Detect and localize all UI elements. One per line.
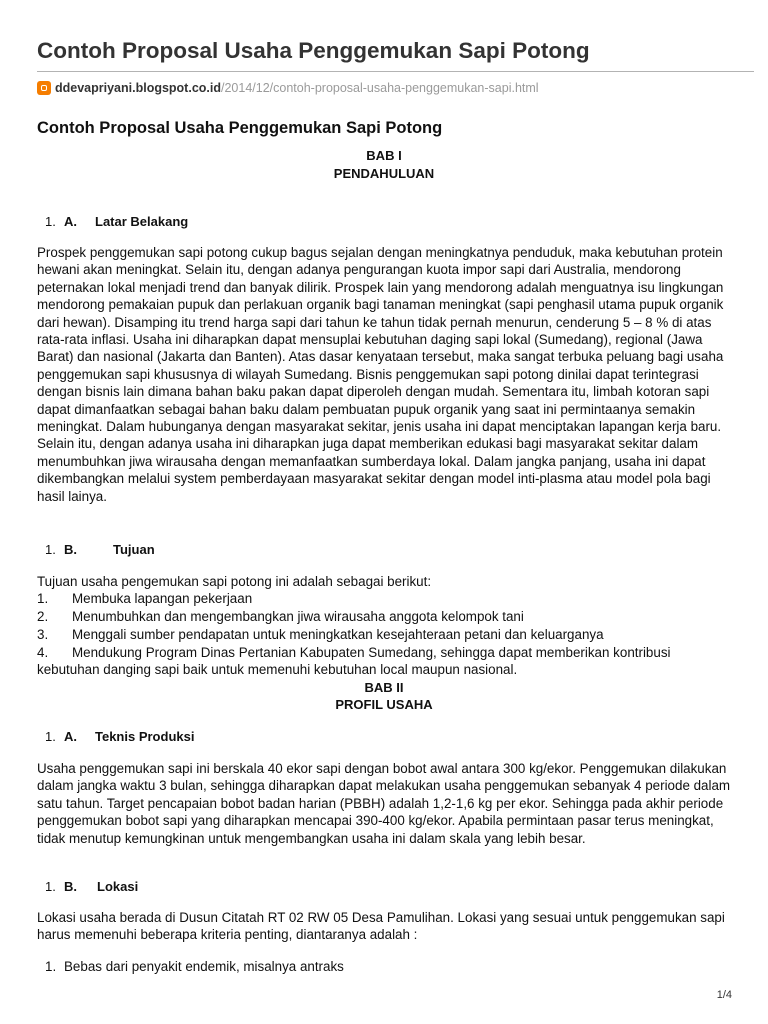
list-item: 4. Mendukung Program Dinas Pertanian Kabupaten Sumedang, sehingga dapat memberikan kontribusi	[37, 645, 671, 660]
section-number: 1.	[45, 542, 56, 557]
section-number: 1.	[45, 879, 56, 894]
teknis-produksi-paragraph: Usaha penggemukan sapi ini berskala 40 ekor sapi dengan bobot awal antara 300 kg/ekor. Penggemukan dilakukan dalam jangka waktu 3 bulan, sehingga diharapkan dapat melakukan usaha penggemukan sebanyak 4 periode dalam satu tahun. Target pencapaian bobot badan harian (PBBH) adalah 1,2-1,6 kg per ekor. Sehingga pada akhir periode penggemukan bobot sapi yang diharapkan mencapai 390-400 kg/ekor. Apabila permintaan pasar terus meningkat, tidak menutup kemungkinan untuk mengembangkan usaha ini dalam skala yang lebih besar.	[37, 761, 731, 846]
page-number: 1/4	[716, 989, 732, 1001]
bab1-title: PENDAHULUAN	[333, 166, 435, 181]
article-heading: Contoh Proposal Usaha Penggemukan Sapi Potong	[37, 119, 443, 137]
section-number: 1.	[45, 214, 56, 229]
list-item: 3. Menggali sumber pendapatan untuk meningkatkan kesejahteraan petani dan keluarganya	[37, 627, 604, 642]
list-item: 1. Membuka lapangan pekerjaan	[37, 591, 253, 606]
bab2-label: BAB II	[364, 680, 404, 695]
section-heading-tujuan	[45, 541, 155, 559]
section-heading-lokasi	[45, 878, 138, 896]
section-label: Latar Belakang	[95, 214, 189, 229]
section-letter: B.	[64, 542, 77, 557]
page-title: Contoh Proposal Usaha Penggemukan Sapi Potong	[37, 38, 590, 63]
section-label: Teknis Produksi	[95, 729, 195, 744]
section-letter: B.	[64, 879, 77, 894]
title-divider	[37, 71, 754, 72]
blogger-icon	[37, 81, 51, 95]
section-letter: A.	[64, 729, 77, 744]
source-line[interactable]	[37, 79, 539, 97]
source-domain[interactable]: ddevapriyani.blogspot.co.id	[55, 81, 221, 95]
bab1-label: BAB I	[366, 148, 402, 163]
section-label: Tujuan	[113, 542, 155, 557]
tujuan-intro: Tujuan usaha pengemukan sapi potong ini adalah sebagai berikut:	[37, 574, 432, 589]
lokasi-paragraph: Lokasi usaha berada di Dusun Citatah RT 02 RW 05 Desa Pamulihan. Lokasi yang sesuai untuk penggemukan sapi harus memenuhi beberapa kriteria penting, diantaranya adalah :	[37, 910, 725, 943]
bab2-title: PROFIL USAHA	[335, 697, 433, 712]
section-label: Lokasi	[97, 879, 139, 894]
list-item: 1. Bebas dari penyakit endemik, misalnya antraks	[45, 959, 344, 974]
section-heading-latar-belakang	[45, 213, 188, 231]
latar-belakang-paragraph: Prospek penggemukan sapi potong cukup bagus sejalan dengan meningkatnya penduduk, maka kebutuhan protein hewani akan meningkat. Selain itu, dengan adanya pengurangan kuota impor sapi dari Australia, mendorong peternakan lokal menjadi trend dan banyak dilirik. Prospek lain yang mendorong adalah menguatnya isu lingkungan mendorong pemakaian pupuk dan perlakuan organik bagi tanaman meningkat (sapi penghasil utama pupuk organik dari hewan). Disamping itu trend harga sapi dari tahun ke tahun tidak pernah menurun, cenderung 5 – 8 % di atas rata-rata inflasi. Usaha ini diharapkan dapat mensuplai kebutuhan daging sapi lokal (Sumedang), regional (Jawa Barat) dan nasional (Jakarta dan Banten). Atas dasar kenyataan tersebut, maka sangat terbuka peluang bagi usaha penggemukan sapi khususnya di wilayah Sumedang. Bisnis penggemukan sapi potong dinilai dapat terintegrasi dengan bisnis lain dimana bahan baku pakan dapat diperoleh dengan mudah. Sementara itu, limbah kotoran sapi dapat dimanfaatkan sebagai bahan baku dalam pembuatan pupuk organik yang saat ini permintaanya semakin meningkat. Dalam hubunganya dengan masyarakat sekitar, jenis usaha ini dapat menciptakan lapangan kerja baru. Selain itu, dengan adanya usaha ini diharapkan juga dapat memberikan edukasi bagi masyarakat sekitar dalam menumbuhkan jiwa wirausaha dengan memanfaatkan sumberdaya lokal. Dalam jangka panjang, usaha ini dapat dikembangkan melalui system pemberdayaan masyarakat sekitar dengan model inti-plasma atau model pola bagi hasil lainya.	[37, 245, 724, 504]
source-path[interactable]: /2014/12/contoh-proposal-usaha-penggemukan-sapi.html	[221, 81, 539, 95]
list-item-continuation: kebutuhan danging sapi baik untuk memenuhi kebutuhan local maupun nasional.	[37, 662, 518, 677]
section-letter: A.	[64, 214, 77, 229]
section-heading-teknis-produksi	[45, 728, 194, 746]
section-number: 1.	[45, 729, 56, 744]
list-item: 2. Menumbuhkan dan mengembangkan jiwa wirausaha anggota kelompok tani	[37, 609, 524, 624]
